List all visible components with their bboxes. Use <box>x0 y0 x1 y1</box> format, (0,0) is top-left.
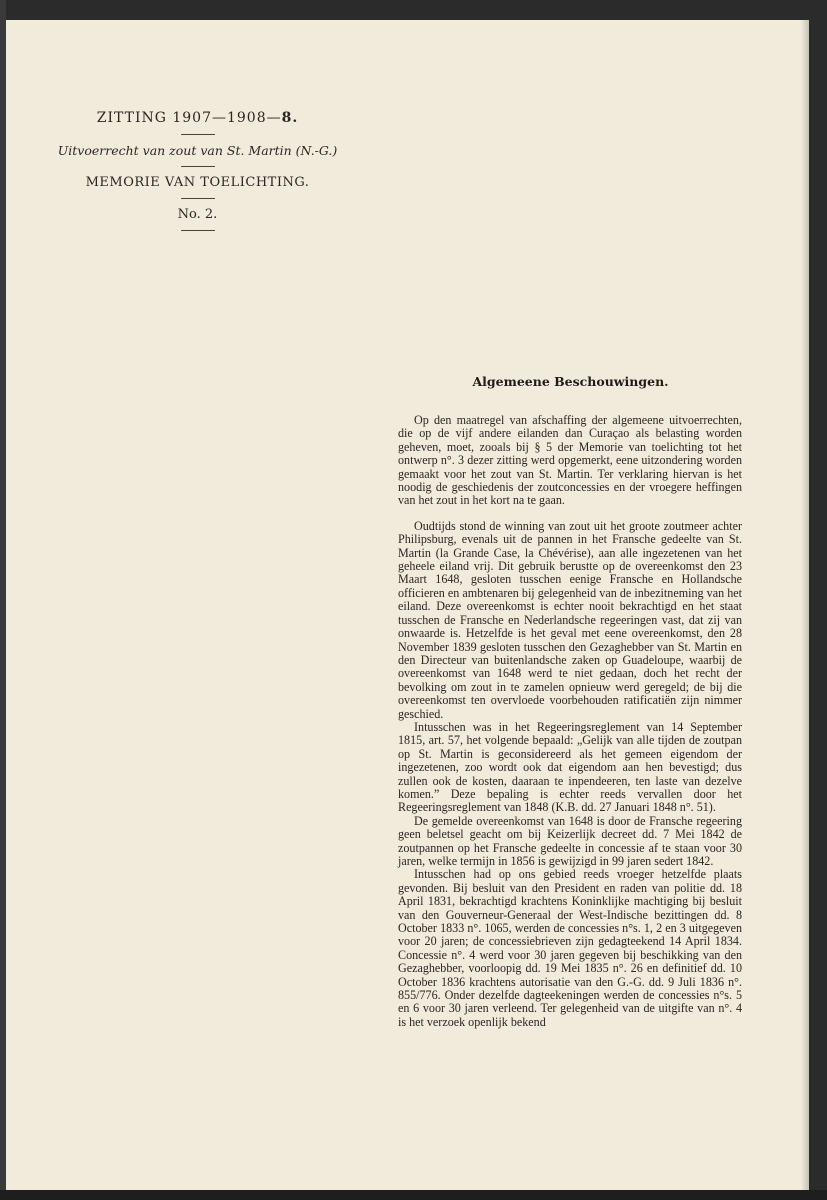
header-rule <box>181 134 215 135</box>
paragraph: De gemelde overeenkomst van 1648 is door de Fransche regeering geen beletsel geacht om bij Keizerlijk decreet dd. 7 Mei 1842 de zoutpannen op het Fransche gedeelte in concessie af te staan voor 30 jaren, welke termijn in 1856 is gewijzigd in 99 jaren sedert 1842. <box>398 813 742 868</box>
header-rule <box>181 198 215 199</box>
paragraph: Intusschen was in het Regeeringsreglement van 14 September 1815, art. 57, het volgende bepaald: „Gelijk van alle tijden de zoutpan op St. Martin is geconsidereerd als het gemeen eigendom der ingezetenen, zoo wordt ook dat eigendom aan hen bevestigd; dus zullen ook de kosten, daaraan te inpendeeren, ten laste van dezelve komen.” Deze bepaling is echter reeds vervallen door het Regeeringsreglement van 1848 (K.B. dd. 27 Januari 1848 n°. 51). <box>398 719 742 815</box>
scan-border-right <box>809 0 827 1200</box>
document-type: MEMORIE VAN TOELICHTING. <box>85 175 310 190</box>
header-rule <box>181 166 215 167</box>
scan-border-left <box>0 0 6 1200</box>
section-heading: Algemeene Beschouwingen. <box>472 374 669 389</box>
page-edge-shadow <box>801 20 809 1190</box>
session-label: ZITTING 1907—1908— <box>96 110 282 126</box>
session-number: 8. <box>281 110 299 126</box>
document-header <box>40 110 355 239</box>
scan-border-bottom <box>0 1190 827 1200</box>
document-number: No. 2. <box>177 207 218 222</box>
header-rule <box>181 230 215 231</box>
document-subject: Uitvoerrecht van zout van St. Martin (N.-G.) <box>57 143 338 158</box>
body-text <box>398 414 742 1029</box>
session-line <box>40 110 355 126</box>
paragraph: Op den maatregel van afschaffing der algemeene uitvoerrechten, die op de vijf andere eilanden dan Curaçao als belasting worden geheven, moet, zooals bij § 5 der Memorie van toelichting tot het ontwerp n°. 3 dezer zitting werd opgemerkt, eene uitzondering worden gemaakt voor het zout van St. Martin. Ter verklaring hiervan is het noodig de geschiedenis der zoutconcessies en der vroegere heffingen van het zout in het kort na te gaan. <box>398 413 742 508</box>
scan-border-top <box>0 0 827 20</box>
paragraph: Intusschen had op ons gebied reeds vroeger hetzelfde plaats gevonden. Bij besluit van den President en raden van politie dd. 18 April 1831, bekrachtigd krachtens Koninklijke machtiging bij besluit van den Gouverneur-Generaal der West-Indische bezittingen dd. 8 October 1833 n°. 1065, werden de concessies n°s. 1, 2 en 3 uitgegeven voor 20 jaren; de concessiebrieven zijn gedagteekend 14 April 1834. Concessie n°. 4 werd voor 30 jaren gegeven bij beschikking van den Gezaghebber, voorloopig dd. 19 Mei 1835 n°. 26 en definitief dd. 10 October 1836 krachtens autorisatie van den G.-G. dd. 9 Juli 1836 n°. 855/776. Onder dezelfde dagteekeningen werden de concessies n°s. 5 en 6 voor 30 jaren verleend. Ter gelegenheid van de uitgifte van n°. 4 is het verzoek openlijk bekend <box>398 867 742 1029</box>
paragraph: Oudtijds stond de winning van zout uit het groote zoutmeer achter Philipsburg, evenals uit de pannen in het Fransche gedeelte van St. Martin (la Grande Case, la Chévérise), aan alle ingezetenen van het geheele eiland vrij. Dit gebruik berustte op de overeenkomst den 23 Maart 1648, gesloten tusschen eenige Fransche en Hollandsche officieren en ambtenaren bij gelegenheid van de inbezitneming van het eiland. Deze overeenkomst is echter nooit bekrachtigd en het staat tusschen de Fransche en Nederlandsche regeeringen vast, dat zij van onwaarde is. Hetzelfde is het geval met eene overeenkomst, den 28 November 1839 gesloten tusschen den Gezaghebber van St. Martin en den Directeur van buitenlandsche zaken op Guadeloupe, waarbij de overeenkomst van 1648 werd te niet gedaan, doch het recht der bevolking om zout in te zamelen opnieuw werd geregeld; de bij die overeenkomst ten overvloede voorbehouden ratificatiën zijn nimmer geschied. <box>398 518 742 721</box>
